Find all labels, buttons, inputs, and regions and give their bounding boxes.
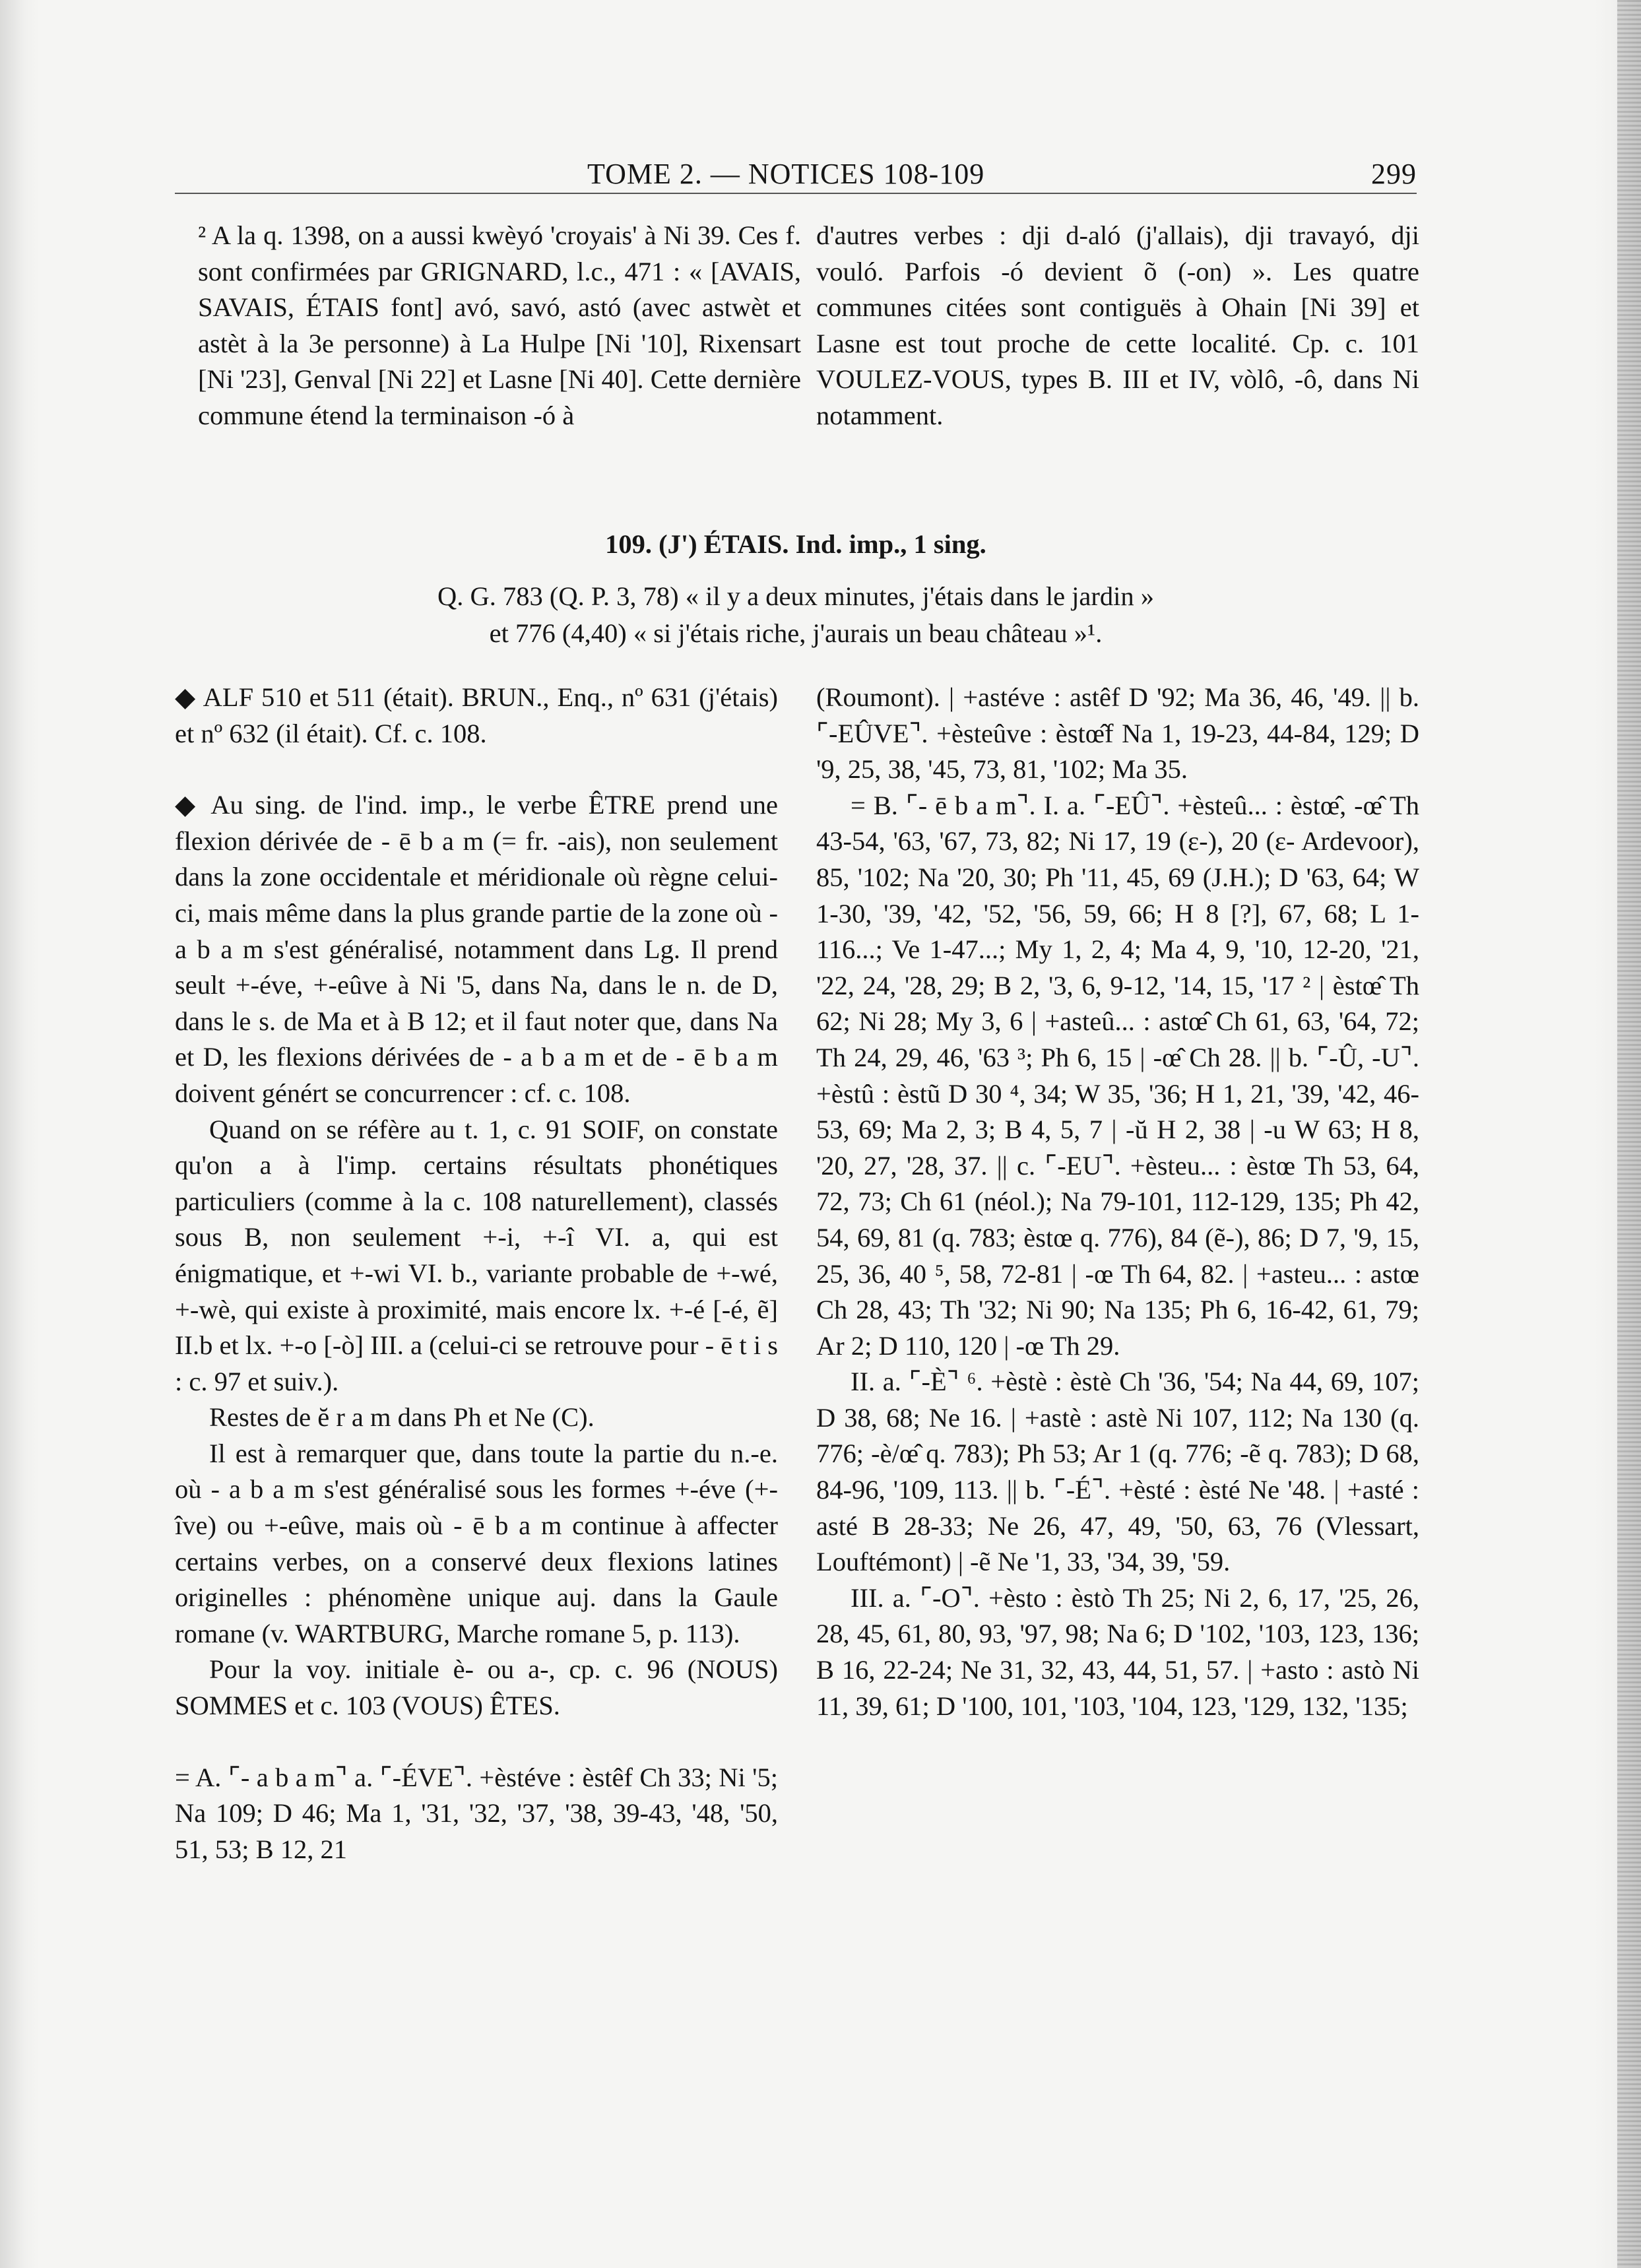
left-paragraph-remarque: Il est à remarquer que, dans toute la partie du n.-e. où - a b a m s'est généralisé sous les formes +-éve (+-îve) ou +-eûve, mais où - ē b a m continue à affecter certains verbes, on a conservé deux flexions latines originelles : phénomène unique auj. dans la Gaule romane (v. WARTBURG, Marche romane 5, p. 113). bbox=[175, 1438, 778, 1648]
questionnaire-line-1: Q. G. 783 (Q. P. 3, 78) « il y a deux minutes, j'étais dans le jardin » bbox=[437, 581, 1155, 611]
left-paragraph-voyelle: Pour la voy. initiale è- ou a-, cp. c. 96 (NOUS) SOMMES et c. 103 (VOUS) ÊTES. bbox=[175, 1654, 778, 1721]
left-paragraph-restes: Restes de ĕ r a m dans Ph et Ne (C). bbox=[209, 1402, 595, 1433]
right-paragraph-type-b-iii: III. a. ⌜-O⌝. +èsto : èstò Th 25; Ni 2, 6, 17, '25, 26, 28, 45, 61, 80, 93, '97, 98; Na 6; D '102, '103, 123, 136; B 16, 22-24; Ne 31, 32, 43, 44, 51, 57. | +asto : astò Ni 11, 39, 61; D '100, 101, '103, '104, 123, '129, 132, '135; bbox=[816, 1582, 1419, 1721]
book-spine-edge bbox=[1617, 0, 1641, 2268]
page-number: 299 bbox=[1371, 158, 1417, 190]
header-title: TOME 2. — NOTICES 108-109 bbox=[587, 158, 985, 190]
left-paragraph-alf: ◆ ALF 510 et 511 (était). BRUN., Enq., nº 631 (j'étais) et nº 632 (il était). Cf. c. 108. bbox=[175, 682, 778, 748]
footnote-left bbox=[198, 218, 801, 434]
right-paragraph-type-b: = B. ⌜- ē b a m⌝. I. a. ⌜-EÛ⌝. +èsteû... : èstœ̂, -œ̂ Th 43-54, '63, '67, 73, 82; Ni 17, 19 (ɛ-), 20 (ɛ- Ardevoor), 85, '102; Na '20, 30; Ph '11, 45, 69 (J.H.); D '63, 64; W 1-30, '39, '42, '52, '56, 59, 66; H 8 [?], 67, 68; L 1-116...; Ve 1-47...; My 1, 2, 4; Ma 4, 9, '10, 12-20, '21, '22, 24, '28, 29; B 2, '3, 6, 9-12, '14, 15, '17 ² | èstœ̂ Th 62; Ni 28; My 3, 6 | +asteû... : astœ̂ Ch 61, 63, '64, 72; Th 24, 29, 46, '63 ³; Ph 6, 15 | -œ̂ Ch 28. || b. ⌜-Û, -U⌝. +èstû : èstũ D 30 ⁴, 34; W 35, '36; H 1, 21, '39, '42, 46-53, 69; Ma 2, 3; B 4, 5, 7 | -ŭ H 2, 38 | -u W 63; H 8, '20, 27, '28, 37. || c. ⌜-EU⌝. +èsteu... : èstœ Th 53, 64, 72, 73; Ch 61 (néol.); Na 79-101, 112-129, 135; Ph 42, 54, 69, 81 (q. 783; èstœ q. 776), 84 (ẽ-), 86; D 7, '9, 15, 25, 36, 40 ⁵, 58, 72-81 | -œ Th 64, 82. | +asteu... : astœ Ch 28, 43; Th '32; Ni 90; Na 135; Ph 6, 16-42, 61, 79; Ar 2; D 110, 120 | -œ Th 29. bbox=[816, 790, 1419, 1361]
right-paragraph-roumont: (Roumont). | +astéve : astêf D '92; Ma 36, 46, '49. || b. ⌜-EÛVE⌝. +èsteûve : èstœ̂f Na 1, 19-23, 44-84, 129; D '9, 25, 38, '45, 73, 81, '102; Ma 35. bbox=[816, 682, 1419, 785]
left-paragraph-soif: Quand on se réfère au t. 1, c. 91 SOIF, on constate qu'on a à l'imp. certains résultats phonétiques particuliers (comme à la c. 108 naturellement), classés sous B, non seulement +-i, +-î VI. a, qui est énigmatique, et +-wi VI. b., variante probable de +-wé, +-wè, qui existe à proximité, mais encore lx. +-é [-é, ẽ] II.b et lx. +-o [-ò] III. a (celui-ci se retrouve pour - ē t i s : c. 97 et suiv.). bbox=[175, 1114, 778, 1396]
left-paragraph-type-a: = A. ⌜- a b a m⌝ a. ⌜-ÉVE⌝. +èstéve : èstêf Ch 33; Ni '5; Na 109; D 46; Ma 1, '31, '32, '37, '38, 39-43, '48, '50, 51, 53; B 12, 21 bbox=[175, 1762, 778, 1864]
right-column bbox=[816, 680, 1419, 1724]
left-column bbox=[175, 680, 778, 1867]
footnote-right bbox=[816, 218, 1419, 434]
footnote-left-text: ² A la q. 1398, on a aussi kwèyó 'croyais' à Ni 39. Ces f. sont confirmées par GRIGNARD, l.c., 471 : « [AVAIS, SAVAIS, ÉTAIS font] avó, savó, astó (avec astwèt et astèt à la 3e personne) à La Hulpe [Ni '10], Rixensart [Ni '23], Genval [Ni 22] et Lasne [Ni 40]. Cette dernière commune étend la terminaison -ó à bbox=[198, 220, 801, 430]
right-paragraph-type-b-ii: II. a. ⌜-È⌝ ⁶. +èstè : èstè Ch '36, '54; Na 44, 69, 107; D 38, 68; Ne 16. | +astè : astè Ni 107, 112; Na 130 (q. 776; -è/œ̂ q. 783); Ph 53; Ar 1 (q. 776; -ẽ q. 783); D 68, 84-96, '109, 113. || b. ⌜-É⌝. +èsté : èsté Ne '48. | +asté : asté B 28-33; Ne 26, 47, 49, '50, 63, 76 (Vlessart, Louftémont) | -ẽ Ne '1, 33, '34, 39, '59. bbox=[816, 1367, 1419, 1577]
footnote-right-text: d'autres verbes : dji d-aló (j'allais), dji travayó, dji vouló. Parfois -ó devient õ (-on) ». Les quatre communes citées sont contiguës à Ohain [Ni 39] et Lasne est tout proche de cette localité. Cp. c. 101 VOULEZ-VOUS, types B. III et IV, vòlô, -ô, dans Ni notamment. bbox=[816, 220, 1419, 430]
notice-heading: 109. (J') ÉTAIS. Ind. imp., 1 sing. bbox=[605, 529, 986, 559]
running-header bbox=[175, 157, 1417, 197]
questionnaire-line-2: et 776 (4,40) « si j'étais riche, j'aurais un beau château »¹. bbox=[489, 618, 1103, 648]
header-rule bbox=[175, 193, 1417, 194]
left-paragraph-sing: ◆ Au sing. de l'ind. imp., le verbe ÊTRE prend une flexion dérivée de - ē b a m (= fr. -ais), non seulement dans la zone occidentale et méridionale où règne celui-ci, mais même dans la plus grande partie de la zone où - a b a m s'est généralisé, notamment dans Lg. Il prend seult +-éve, +-eûve à Ni '5, dans Na, dans le n. de D, dans le s. de Ma et à B 12; et il faut noter que, dans Na et D, les flexions dérivées de - a b a m et de - ē b a m doivent génért se concurrencer : cf. c. 108. bbox=[175, 790, 778, 1108]
